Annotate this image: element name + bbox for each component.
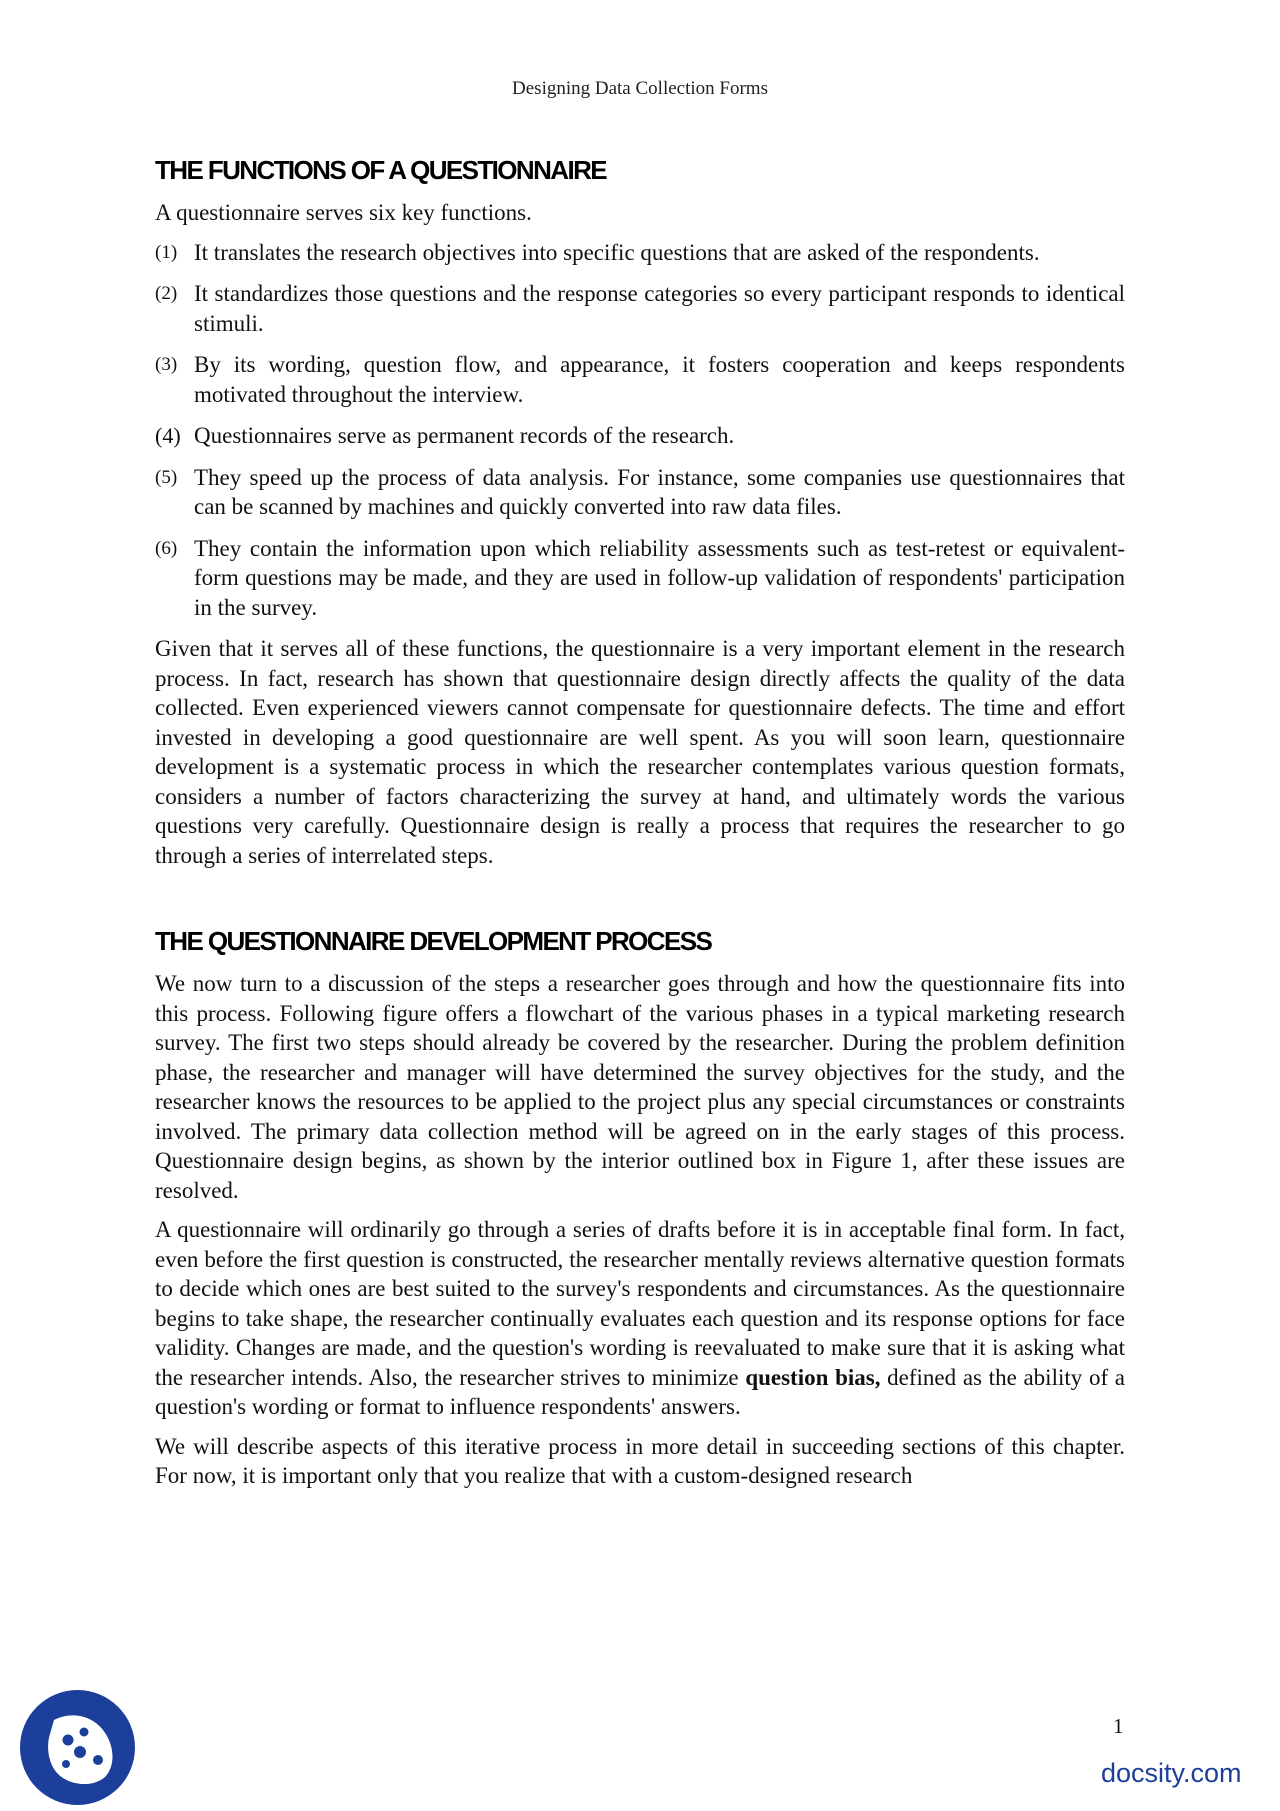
list-item-number: (1) <box>155 241 178 263</box>
docsity-logo-icon[interactable] <box>20 1690 135 1805</box>
list-item-number: (4) <box>155 423 181 448</box>
body-paragraph <box>155 1215 1125 1422</box>
intro-paragraph: A questionnaire serves six key functions. <box>155 200 532 225</box>
list-item-text: They contain the information upon which reliability assessments such as test-retest or equivalent-form questions may be made, and they are used in follow-up validation of respondents' participation in the survey. <box>194 535 1125 620</box>
list-item <box>155 350 1125 409</box>
bold-term: question bias, <box>745 1364 881 1390</box>
logo-graphic <box>20 1690 135 1805</box>
section-heading-functions: THE FUNCTIONS OF A QUESTIONNAIRE <box>155 155 606 185</box>
list-item-number: (3) <box>155 354 178 375</box>
logo-dot <box>74 1746 86 1758</box>
logo-dot <box>62 1760 70 1768</box>
running-header: Designing Data Collection Forms <box>512 78 768 99</box>
list-item <box>155 421 1125 451</box>
conclusion-paragraph: Given that it serves all of these functions, the questionnaire is a very important element in the research process. In fact, research has shown that questionnaire design directly affects the quality of the data collected. Even experienced viewers cannot compensate for questionnaire defects. The time and effort invested in developing a good questionnaire are well spent. As you will soon learn, questionnaire development is a systematic process in which the researcher contemplates various question formats, considers a number of factors characterizing the survey at hand, and ultimately words the various questions very carefully. Questionnaire design is really a process that requires the researcher to go through a series of interrelated steps. <box>155 636 1125 868</box>
list-item-text: It standardizes those questions and the response categories so every participant responds to identical stimuli. <box>194 281 1125 336</box>
brand-link[interactable]: docsity.com <box>1101 1758 1242 1788</box>
document-body <box>155 155 1125 1501</box>
list-item <box>155 238 1125 268</box>
page-number: 1 <box>1113 1714 1124 1738</box>
list-item-text: Questionnaires serve as permanent records of the research. <box>194 423 735 448</box>
text-span: A questionnaire will ordinarily go through a series of drafts before it is in acceptable final form. In fact, even before the first question is constructed, the researcher mentally reviews alternative question formats to decide which ones are best suited to the survey's respondents and circumstances. As the questionnaire begins to take shape, the researcher continually evaluates each question and its response options for face validity. Changes are made, and the question's wording is reevaluated to make sure that it is asking what the researcher intends. Also, the researcher strives to minimize <box>155 1217 1125 1390</box>
text-span: defined as the ability of a question's wording or format to influence respondents' answers. <box>155 1364 1125 1419</box>
logo-dot <box>80 1728 89 1737</box>
list-item <box>155 534 1125 623</box>
list-item <box>155 463 1125 522</box>
list-item-text: They speed up the process of data analysis. For instance, some companies use questionnaires that can be scanned by machines and quickly converted into raw data files. <box>194 464 1125 519</box>
functions-list <box>155 238 1125 623</box>
logo-dot <box>93 1755 103 1765</box>
list-item-number: (5) <box>155 466 178 488</box>
list-item-text: It translates the research objectives into specific questions that are asked of the respondents. <box>194 239 1040 265</box>
section-heading-development-process: THE QUESTIONNAIRE DEVELOPMENT PROCESS <box>155 926 712 956</box>
body-paragraph: We now turn to a discussion of the steps a researcher goes through and how the questionnaire fits into this process. Following figure offers a flowchart of the various phases in a typical marketing research survey. The first two steps should already be covered by the researcher. During the problem definition phase, the researcher and manager will have determined the survey objectives for the study, and the researcher knows the resources to be applied to the project plus any special circumstances or constraints involved. The primary data collection method will be agreed on in the early stages of this process. Questionnaire design begins, as shown by the interior outlined box in Figure 1, after these issues are resolved. <box>155 971 1125 1203</box>
body-paragraph: We will describe aspects of this iterative process in more detail in succeeding sections of this chapter. For now, it is important only that you realize that with a custom-designed research <box>155 1433 1125 1488</box>
list-item-number: (2) <box>155 283 178 304</box>
list-item-number: (6) <box>155 537 178 559</box>
list-item <box>155 279 1125 338</box>
list-item-text: By its wording, question flow, and appearance, it fosters cooperation and keeps respondents motivated throughout the interview. <box>194 352 1125 407</box>
logo-dot <box>63 1735 74 1746</box>
